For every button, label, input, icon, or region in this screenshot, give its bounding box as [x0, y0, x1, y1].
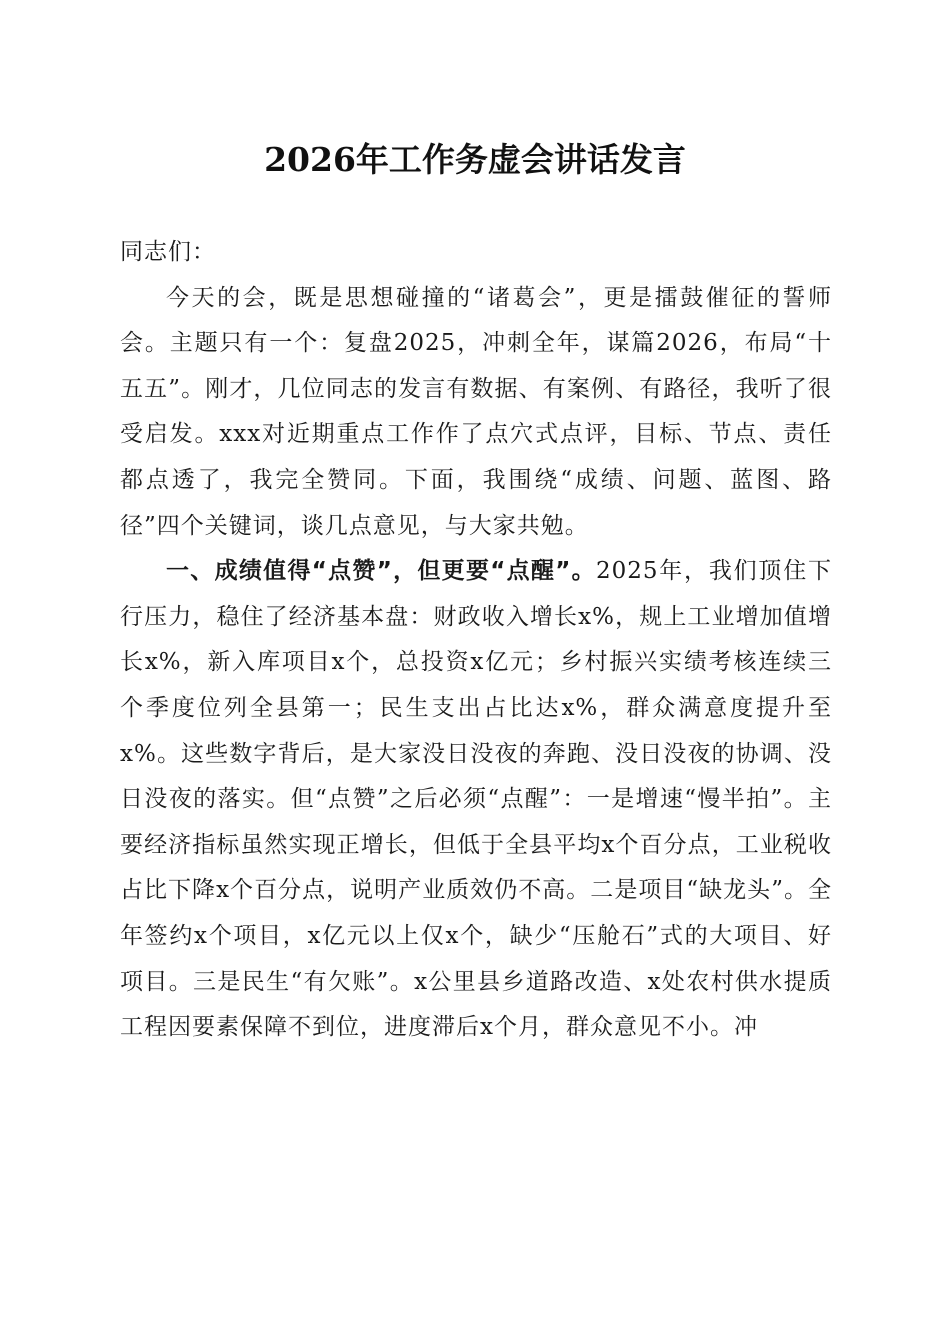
- section-1-body: 2025年，我们顶住下行压力，稳住了经济基本盘：财政收入增长x%，规上工业增加值增长x%，新入库项目x个，总投资x亿元；乡村振兴实绩考核连续三个季度位列全县第一；民生支出占比达x%，群众满意度提升至x%。这些数字背后，是大家没日没夜的奔跑、没日没夜的协调、没日没夜的落实。但“点赞”之后必须“点醒”：一是增速“慢半拍”。主要经济指标虽然实现正增长，但低于全县平均x个百分点，工业税收占比下降x个百分点，说明产业质效仍不高。二是项目“缺龙头”。全年签约x个项目，x亿元以上仅x个，缺少“压舱石”式的大项目、好项目。三是民生“有欠账”。x公里县乡道路改造、x处农村供水提质工程因要素保障不到位，进度滞后x个月，群众意见不小。冲: [120, 558, 832, 1041]
- document-body: [120, 230, 832, 1051]
- section-1-paragraph: [120, 549, 832, 1051]
- section-1-heading: 一、成绩值得“点赞”，但更要“点醒”。: [166, 558, 596, 585]
- document-title: 2026年工作务虚会讲话发言: [264, 140, 686, 179]
- salutation: 同志们：: [120, 239, 216, 265]
- opening-paragraph: 今天的会，既是思想碰撞的“诸葛会”，更是擂鼓催征的誓师会。主题只有一个：复盘2025，冲刺全年，谋篇2026，布局“十五五”。刚才，几位同志的发言有数据、有案例、有路径，我听了很受启发。xxx对近期重点工作作了点穴式点评，目标、节点、责任都点透了，我完全赞同。下面，我围绕“成绩、问题、蓝图、路径”四个关键词，谈几点意见，与大家共勉。: [120, 284, 832, 539]
